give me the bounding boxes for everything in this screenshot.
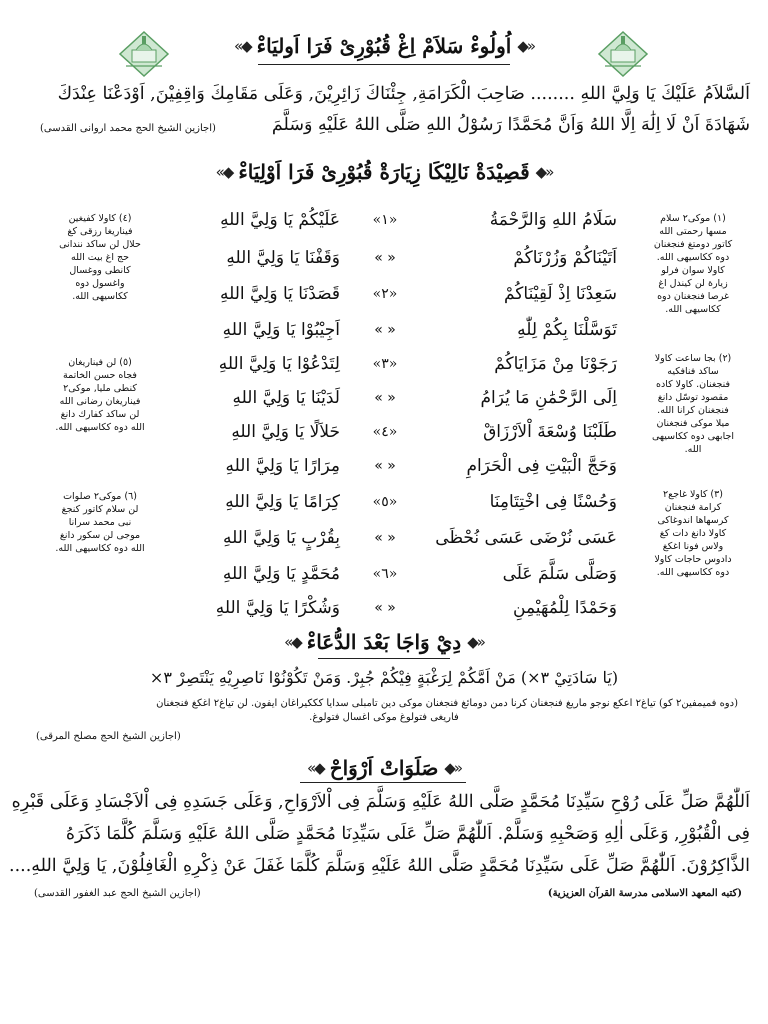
verse-number: «٢» bbox=[372, 286, 398, 302]
school-emblem-right bbox=[597, 30, 649, 78]
dua-line: (يَا سَادَتِيْ ٣×) مَنْ اَمَّكُمْ لِرَغْبَةٍ فِيْكُمْ جُبِرْ. وَمَنْ تَكُوْنُوْا نَاصِرِيْهِ يَنْتَصِرْ ٣× bbox=[149, 668, 619, 687]
note-left-5 bbox=[40, 356, 160, 434]
verse-separator: « » bbox=[374, 458, 396, 474]
verse-left: عَلَيْكُمْ يَا وَلِيَّ اللهِ bbox=[220, 210, 340, 230]
note-text: (٣) كاولا غاجع٢ كرامة فنجغنان كرسهاها اندوغاكى كاولا دانغ دات كغ ولاس فونا اغكغ دادوس حاجات كاولا دوه ككاسيهى الله. bbox=[654, 489, 732, 578]
note-left-6 bbox=[40, 490, 160, 555]
salawat-credit-left: (اجازين الشيخ الحج عبد الغفور القدسى) bbox=[34, 888, 201, 899]
verse-separator: « » bbox=[374, 250, 396, 266]
title-underline bbox=[300, 782, 466, 783]
verse-right: وَحُسْنًا فِى اخْتِتَامِنَا bbox=[489, 492, 617, 512]
ornament-right: ◆» bbox=[517, 37, 535, 55]
note-right-2 bbox=[628, 352, 758, 456]
salawat-line-3: الذَّاكِرُوْنَ. اَللّٰهُمَّ صَلِّ عَلَى سَيِّدِنَا مُحَمَّدٍ صَلَّى اللهُ عَلَيْهِ وَسَلَّمَ كُلَّمَا غَفَلَ عَنْ ذِكْرِهِ الْغَافِلُوْنَ, يَا وَلِيَّ اللهِ.... bbox=[9, 856, 750, 876]
dua-note-2: فاريغى فتولوغ موكى اغسال فتولوغ. bbox=[309, 712, 459, 723]
ornament-left: «◆ bbox=[284, 633, 301, 651]
verse-left: اَجِيْبُوْا يَا وَلِيَّ اللهِ bbox=[222, 320, 340, 340]
verse-right: رَجَوْنَا مِنْ مَزَايَاكُمْ bbox=[494, 354, 617, 374]
intro-credit: (اجازين الشيخ الحج محمد اروانى القدسى) bbox=[40, 123, 216, 134]
dua-note-1: (دوه فميمفين٢ كو) تياغ٢ اعكع نوجو ماريغ فنجغنان كرنا دمن دومائغ فنجغنان موكى دين تامبلى سدايا كككيراغان ايفون. لن تياغ٢ اغكغ فنجغنان bbox=[156, 698, 738, 709]
qasida-title-text: قَصِيْدَةْ نَالِيْكَا زِيَارَةْ قُبُوْرِىْ فَرَا اَوْلِيَاءْ bbox=[238, 160, 530, 184]
verse-number: «٥» bbox=[372, 494, 398, 510]
verse-left: وَشُكْرًا يَا وَلِيَّ اللهِ bbox=[215, 598, 340, 618]
ornament-left: «◆ bbox=[233, 37, 251, 55]
verse-number: «٣» bbox=[372, 356, 398, 372]
ornament-right: ◆» bbox=[444, 759, 462, 777]
dua-title-text: دِيْ وَاجَا بَعْدَ الدُّعَاءْ bbox=[306, 630, 462, 654]
verse-separator: « » bbox=[374, 600, 396, 616]
verse-left: وَقَفْنَا يَا وَلِيَّ اللهِ bbox=[226, 248, 340, 268]
verse-right: طَلَبْنَا وُسْعَةَ اْلاَرْزَاقْ bbox=[483, 422, 617, 442]
verse-left: لَدَيْنَا يَا وَلِيَّ اللهِ bbox=[232, 388, 340, 408]
ornament-left: «◆ bbox=[215, 163, 233, 181]
verse-right: وَحَجَّ الْبَيْتِ فِى الْحَرَامِ bbox=[466, 456, 617, 476]
note-text: (٤) كاولا كفيغين فيناريغا رزقى كغ حلال لن ساكد نندانى حج اغ بيت الله كانطى ووغسال واغسول دوه ككاسيهى الله. bbox=[59, 213, 141, 302]
salawat-title-text: صَلَوَاتْ اَرْوَاحْ bbox=[329, 756, 439, 780]
verse-right: تَوَسَّلْنَا بِكُمْ لِلّٰهِ bbox=[517, 320, 617, 340]
title-underline bbox=[318, 658, 450, 659]
ornament-left: «◆ bbox=[306, 759, 324, 777]
salawat-credit-right: (كتبه المعهد الاسلامى مدرسة القرآن العزيزية) bbox=[547, 888, 742, 899]
verse-left: كِرَامًا يَا وَلِيَّ اللهِ bbox=[225, 492, 340, 512]
intro-line-1: اَلسَّلاَمُ عَلَيْكَ يَا وَلِيَّ اللهِ ........ صَاحِبَ الْكَرَامَةِ, جِئْنَاكَ زَائِرِيْنَ, وَعَلَى مَقَامِكَ وَاقِفِيْنَ, اَوْدَعْنَا عِنْدَكَ bbox=[57, 84, 750, 104]
verse-left: لِتَدْعُوْا يَا وَلِيَّ اللهِ bbox=[218, 354, 340, 374]
verse-right: عَسَى نُرْضَى عَسَى نُحْظَى bbox=[435, 528, 617, 548]
note-right-3 bbox=[628, 488, 758, 579]
main-title-text: اُولُوءْ سَلاَمْ اِغْ قُبُوْرِىْ فَرَا اَوليَاءْ bbox=[256, 34, 512, 58]
verse-right: وَصَلَّى سَلَّمَ عَلَى bbox=[502, 564, 617, 584]
verse-left: قَصَدْنَا يَا وَلِيَّ اللهِ bbox=[219, 284, 340, 304]
dua-credit: (اجازين الشيخ الحج مصلح المرقى) bbox=[36, 731, 181, 742]
verse-separator: « » bbox=[374, 530, 396, 546]
verse-right: اَتَيْنَاكُمْ وَزُرْنَاكُمْ bbox=[513, 248, 617, 268]
ornament-right: ◆» bbox=[535, 163, 553, 181]
verse-separator: « » bbox=[374, 322, 396, 338]
verse-right: سَلَامُ اللهِ وَالرَّحْمَةُ bbox=[489, 210, 617, 230]
note-text: (٥) لن فيناريغان فجاه حسن الخاتمة كنطى مليا, موكى٢ فيناريغان رضانى الله لن ساكد كفارك دانغ الله دوه ككاسيهى الله. bbox=[55, 357, 145, 433]
salawat-title bbox=[307, 756, 461, 780]
verse-number: «١» bbox=[372, 212, 398, 228]
dua-title bbox=[284, 630, 484, 654]
verse-right: وَحَمْدًا لِلْمُهَيْمِنِ bbox=[513, 598, 617, 618]
title-underline bbox=[258, 64, 510, 65]
intro-line-2: شَهَادَةَ اَنْ لَا اِلَٰهَ اِلَّا اللهُ وَاَنَّ مُحَمَّدًا رَسُوْلُ اللهِ صَلَّى اللهُ عَلَيْهِ وَسَلَّمَ bbox=[271, 115, 750, 135]
verse-left: مُحَمَّدٍ يَا وَلِيَّ اللهِ bbox=[222, 564, 340, 584]
ornament-right: ◆» bbox=[467, 633, 484, 651]
note-text: (٢) بجا ساعت كاولا ساكد فنافكيه فنجغنان. كاولا كاده مقصود توسّل دانغ فنجغنان كرانا الله. ميلا موكى فنجغنان اجابهى دوه ككاسيهى الله. bbox=[652, 353, 734, 455]
note-right-1 bbox=[628, 212, 758, 316]
verse-number: «٦» bbox=[372, 566, 398, 582]
note-text: (١) موكى٢ سلام مسها رحمتى الله كاتور دومتغ فنجغنان دوه ككاسيهى الله. كاولا سوان فرلو زيارة لن كيندل اغ غرصا فنجغنان دوه ككاسيهى الله. bbox=[653, 213, 733, 315]
verse-right: اِلَى الرَّحْمَٰنِ مَا يُرَامُ bbox=[480, 388, 617, 408]
note-left-4 bbox=[40, 212, 160, 303]
main-title bbox=[234, 34, 534, 58]
salawat-line-1: اَللّٰهُمَّ صَلِّ عَلَى رُوْحِ سَيِّدِنَا مُحَمَّدٍ صَلَّى اللهُ عَلَيْهِ وَسَلَّمَ فِى اْلاَرْوَاحِ, وَعَلَى جَسَدِهِ فِى اْلاَجْسَادِ وَعَلَى قَبْرِهِ bbox=[11, 792, 750, 812]
salawat-line-2: فِى الْقُبُوْرِ, وَعَلَى اٰلِهِ وَصَحْبِهِ وَسَلَّمْ. اَللّٰهُمَّ صَلِّ عَلَى سَيِّدِنَا مُحَمَّدٍ صَلَّى اللهُ عَلَيْهِ وَسَلَّمَ كُلَّمَا ذَكَرَهُ bbox=[65, 824, 750, 844]
note-text: (٦) موكى٢ صلوات لن سلام كاتور كنجغ نبى محمد سرانا موجى لن سكور دانغ الله دوه ككاسيهى الله. bbox=[55, 491, 145, 554]
verse-separator: « » bbox=[374, 390, 396, 406]
verse-right: سَعِدْنَا اِذْ لَقِيْنَاكُمْ bbox=[503, 284, 617, 304]
verse-left: بِقُرْبٍ يَا وَلِيَّ اللهِ bbox=[222, 528, 340, 548]
verse-left: مِرَارًا يَا وَلِيَّ اللهِ bbox=[225, 456, 340, 476]
school-emblem-left bbox=[118, 30, 170, 78]
verse-left: حَلاَلًا يَا وَلِيَّ اللهِ bbox=[231, 422, 340, 442]
verse-number: «٤» bbox=[372, 424, 398, 440]
qasida-title bbox=[216, 160, 553, 184]
